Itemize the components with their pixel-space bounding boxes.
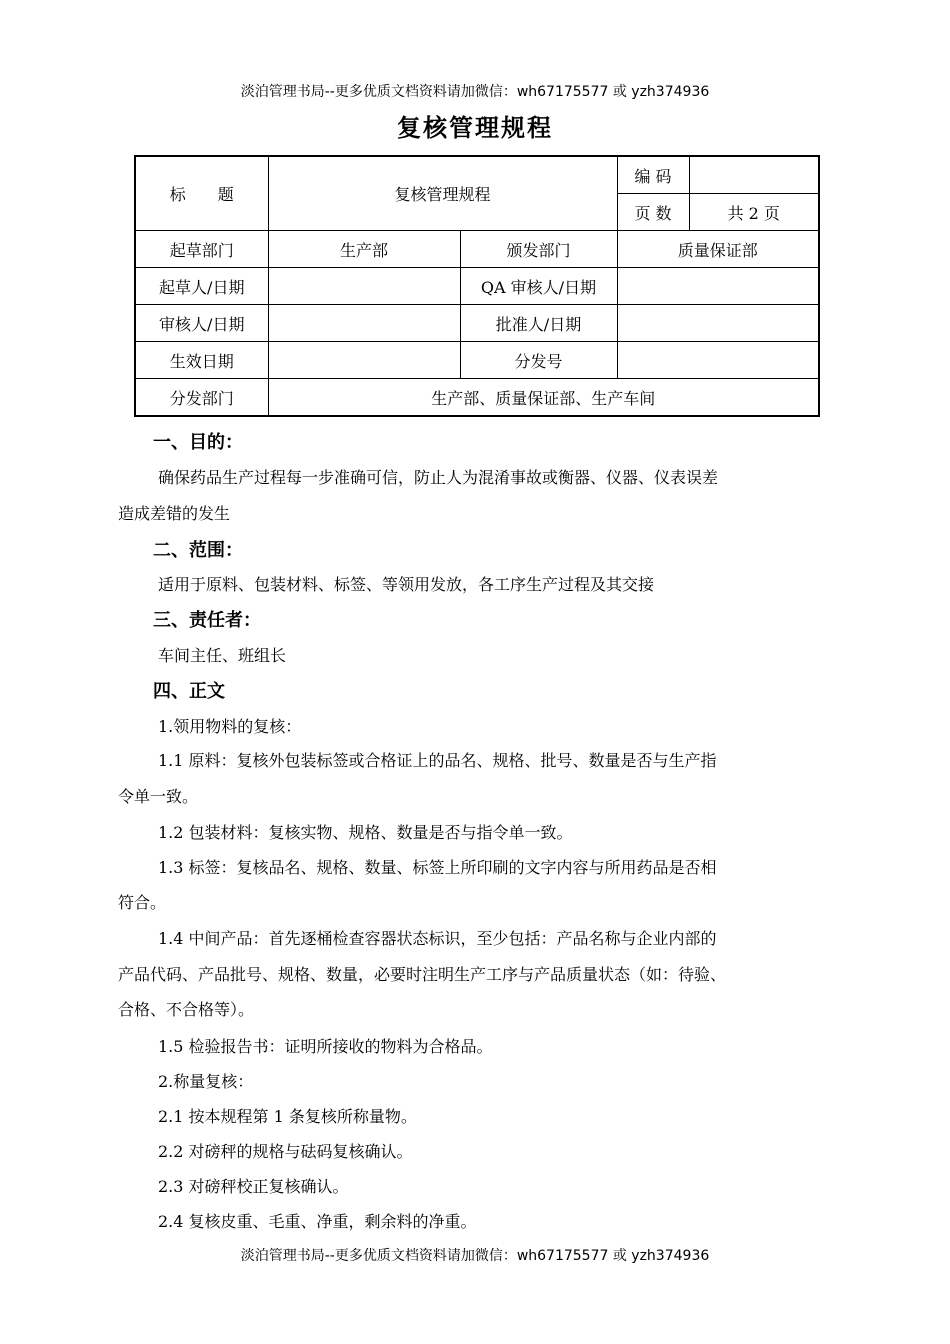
header-note: 淡泊管理书局--更多优质文档资料请加微信：wh67175577 或 yzh374936 <box>240 84 710 100</box>
effective-date-value <box>268 342 460 379</box>
responsibility-heading: 三、责任者： <box>153 610 261 631</box>
dist-dept-label: 分发部门 <box>135 379 268 417</box>
qa-reviewer-label: QA 审核人/日期 <box>460 268 617 305</box>
item-1-1-line-1: 1.1 原料：复核外包装标签或合格证上的品名、规格、批号、数量是否与生产指 <box>158 751 717 770</box>
qa-reviewer-value <box>617 268 819 305</box>
approver-label: 批准人/日期 <box>460 305 617 342</box>
item-2-1: 2.1 按本规程第 1 条复核所称量物。 <box>158 1107 417 1126</box>
item-1-4-line-3: 合格、不合格等）。 <box>118 1000 255 1019</box>
item-1-1-line-2: 令单一致。 <box>118 787 199 806</box>
issue-dept-label: 颁发部门 <box>460 231 617 268</box>
drafter-value <box>268 268 460 305</box>
footer-note: 淡泊管理书局--更多优质文档资料请加微信：wh67175577 或 yzh374936 <box>240 1248 710 1264</box>
item-1-2: 1.2 包装材料：复核实物、规格、数量是否与指令单一致。 <box>158 823 573 842</box>
reviewer-label: 审核人/日期 <box>135 305 268 342</box>
approver-value <box>617 305 819 342</box>
pages-label: 页 数 <box>617 194 689 231</box>
item-1-3-line-2: 符合。 <box>118 893 167 912</box>
title-value: 复核管理规程 <box>268 156 617 231</box>
dist-no-label: 分发号 <box>460 342 617 379</box>
code-value <box>689 156 819 194</box>
drafter-label: 起草人/日期 <box>135 268 268 305</box>
item-1: 1.领用物料的复核： <box>158 717 302 736</box>
purpose-line-1: 确保药品生产过程每一步准确可信，防止人为混淆事故或衡器、仪器、仪表误差 <box>158 468 719 487</box>
title-label: 标 题 <box>135 156 268 231</box>
item-2-3: 2.3 对磅秤校正复核确认。 <box>158 1177 349 1196</box>
item-1-5: 1.5 检验报告书：证明所接收的物料为合格品。 <box>158 1037 493 1056</box>
document-title: 复核管理规程 <box>397 113 553 142</box>
scope-text: 适用于原料、包装材料、标签、等领用发放，各工序生产过程及其交接 <box>158 575 655 594</box>
body-heading: 四、正文 <box>153 681 225 702</box>
pages-value: 共 2 页 <box>689 194 819 231</box>
reviewer-value <box>268 305 460 342</box>
effective-date-label: 生效日期 <box>135 342 268 379</box>
item-1-4-line-2: 产品代码、产品批号、规格、数量，必要时注明生产工序与产品质量状态（如：待验、 <box>118 965 727 984</box>
item-1-4-line-1: 1.4 中间产品：首先逐桶检查容器状态标识，至少包括：产品名称与企业内部的 <box>158 929 717 948</box>
item-1-3-line-1: 1.3 标签：复核品名、规格、数量、标签上所印刷的文字内容与所用药品是否相 <box>158 858 717 877</box>
item-2-4: 2.4 复核皮重、毛重、净重，剩余料的净重。 <box>158 1212 477 1231</box>
document-meta-table <box>134 155 820 417</box>
responsibility-text: 车间主任、班组长 <box>158 646 287 665</box>
item-2: 2.称量复核： <box>158 1072 254 1091</box>
draft-dept-value: 生产部 <box>268 231 460 268</box>
scope-heading: 二、范围： <box>153 540 243 561</box>
purpose-heading: 一、目的： <box>153 432 243 453</box>
item-2-2: 2.2 对磅秤的规格与砝码复核确认。 <box>158 1142 413 1161</box>
dist-no-value <box>617 342 819 379</box>
draft-dept-label: 起草部门 <box>135 231 268 268</box>
dist-dept-value: 生产部、质量保证部、生产车间 <box>268 379 819 417</box>
issue-dept-value: 质量保证部 <box>617 231 819 268</box>
purpose-line-2: 造成差错的发生 <box>118 504 231 523</box>
code-label: 编 码 <box>617 156 689 194</box>
